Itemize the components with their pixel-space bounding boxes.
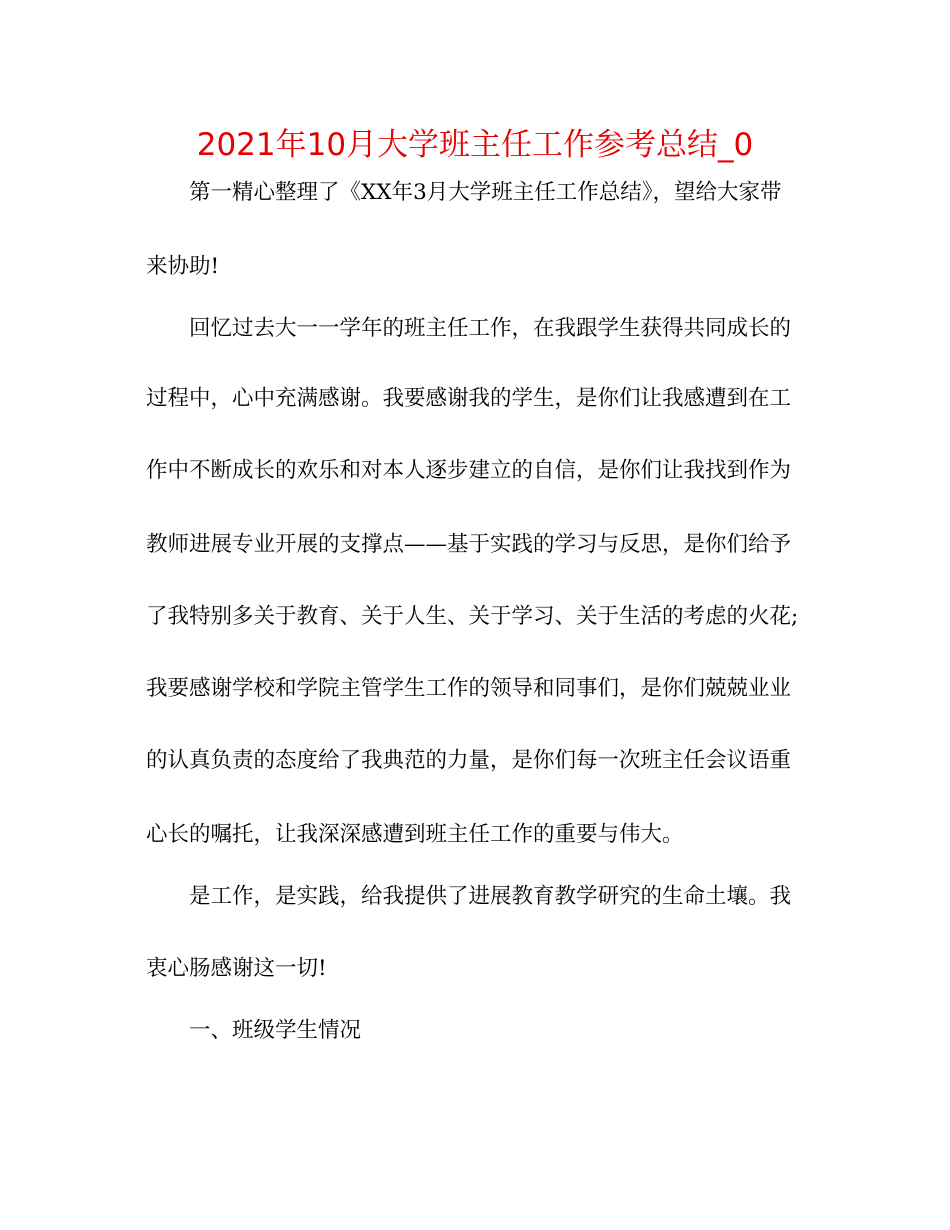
paragraph-line: 是工作，是实践，给我提供了进展教育教学研究的生命土壤。我	[189, 884, 792, 909]
paragraph-line: 第一精心整理了《XX年3月大学班主任工作总结》，望给大家带	[189, 180, 782, 205]
paragraph-line: 心长的嘱托，让我深深感遭到班主任工作的重要与伟大。	[146, 822, 684, 847]
paragraph-line: 我要感谢学校和学院主管学生工作的领导和同事们，是你们兢兢业业	[146, 676, 792, 701]
paragraph-line: 作中不断成长的欢乐和对本人逐步建立的自信，是你们让我找到作为	[146, 458, 792, 483]
paragraph-line: 回忆过去大一一学年的班主任工作，在我跟学生获得共同成长的	[189, 316, 792, 341]
paragraph-line: 来协助!	[146, 254, 220, 279]
paragraph-line: 过程中，心中充满感谢。我要感谢我的学生，是你们让我感遭到在工	[146, 386, 792, 411]
paragraph-line: 衷心肠感谢这一切!	[146, 956, 327, 981]
section-heading: 一、班级学生情况	[189, 1018, 362, 1043]
paragraph-line: 教师进展专业开展的支撑点——基于实践的学习与反思，是你们给予	[146, 532, 792, 557]
document-title: 2021年10月大学班主任工作参考总结_0	[196, 127, 754, 163]
paragraph-line: 的认真负责的态度给了我典范的力量，是你们每一次班主任会议语重	[146, 748, 792, 773]
paragraph-line: 了我特别多关于教育、关于人生、关于学习、关于生活的考虑的火花;	[146, 604, 799, 629]
